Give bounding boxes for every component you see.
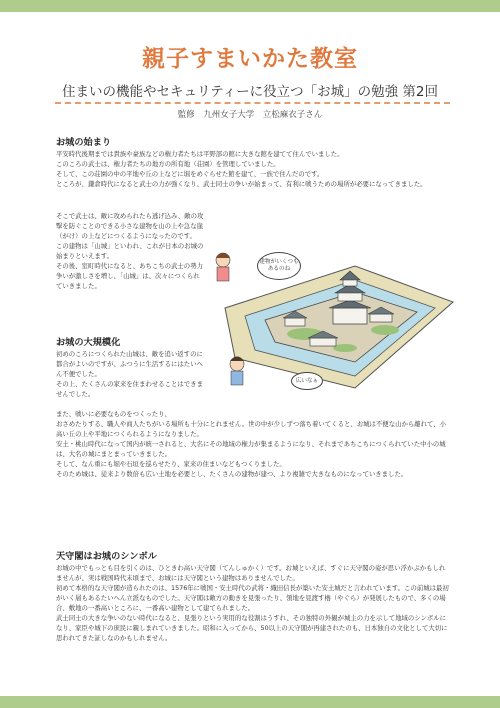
- paragraph: 武士同士の大きな争いのない時代になると、見張りという実用的な役割はうすれ、その独特の外観が城主の力を示して地域のシンボルになり、家臣や城下の庶民に親しまれていきました。昭和に入ってから、50以上の天守閣が再建されたのも、日本独自の文化として大切に思われてきた証しなのかもしれません。: [56, 614, 448, 642]
- section-keep-body: [56, 563, 451, 643]
- paragraph: 平安時代後期までは貴族や豪族などの権力者たちは平野部の館に大きな館を建てて住んでいました。: [56, 150, 344, 158]
- section-expansion-body: [56, 409, 451, 479]
- paragraph: その後、室町時代になると、あちこちの武士の勢力争いが激しさを増し、「山城」は、次々につくられていきました。: [56, 262, 203, 290]
- paragraph: そこで武士は、敵に攻められたら逃げ込み、敵の攻撃を防ぐことのできる小さな建物を山の上や急な崖（がけ）の上などにつくるようになったのです。: [56, 212, 204, 240]
- paragraph: また、戦いに必要なものをつくったり、: [56, 410, 171, 418]
- paragraph: そのため城は、従来より数倍も広い土地を必要とし、たくさんの建物が建つ、より複雑で大きなものになっていきました。: [56, 470, 408, 478]
- paragraph: このころの武士は、権力者たちの地方の所有地（荘園）を管理していました。: [56, 160, 280, 168]
- paragraph: お城の中でもっとも目を引くのは、ひときわ高い天守閣（てんしゅかく）です。お城といえば、すぐに天守閣の姿が思い浮かぶかもしれませんが、実は戦国時代末頃まで、お城には天守閣という建物はありませんでした。: [56, 564, 446, 582]
- paragraph: 初めて本格的な天守閣が造られたのは、1576年に戦国・安土時代の武将・織田信長が築いた安土城だと言われています。この前城は最初がいく層もあるたいへん立派なものでした。天守閣は敵方の動きを見張ったり、領地を見渡す櫓（やぐら）が発展したもので、多くの場合、敷地の一番高いところに、一番高い建物として建てられました。: [56, 584, 449, 612]
- section-origin-narrow-body: [56, 211, 204, 291]
- paragraph: 初めのころにつくられた山城は、敵を追い返すのに都合がよいのですが、ふつうに生活するにはたいへん不便でした。: [56, 350, 203, 378]
- section-origin-body: [56, 149, 451, 189]
- section-expansion-narrow-body: [56, 349, 204, 399]
- paragraph: この建物は「山城」といわれ、これが日本のお城の始まりといえます。: [56, 242, 204, 260]
- speech-bubble-bottom: 広いなぁ: [291, 372, 323, 390]
- paragraph: その上、たくさんの家来を住まわせることはできませんでした。: [56, 380, 203, 398]
- section-title-keep: 天守閣はお城のシンボル: [56, 551, 157, 562]
- paragraph: ところが、鎌倉時代になると武士の力が強くなり、武士同士の争いが始まって、有利に戦うための場所が必要になってきました。: [56, 180, 427, 188]
- castle-illustration: [205, 238, 457, 398]
- top-color-band: [0, 0, 500, 12]
- section-title-origin: お城の始まり: [56, 137, 112, 148]
- bottom-color-band: [0, 696, 500, 708]
- page-title: 親子すまいかた教室: [142, 46, 358, 72]
- speech-bubble-top: 建物がいくつもあるのね: [257, 252, 301, 280]
- castle-drawing: [205, 238, 457, 398]
- paragraph: おさめたりする、職人や商人たちがいる場所も十分にとれません。世の中が少しずつ落ち着いてくると、お城は不便な山から離れて、小高い丘の上や平地につくられるようになりました。: [56, 420, 447, 438]
- dashed-divider: [55, 102, 450, 104]
- section-title-expansion: お城の大規模化: [56, 337, 121, 348]
- supervisor-credit: 監修 九州女子大学 立松麻衣子さん: [177, 110, 323, 120]
- paragraph: 安土・桃山時代になって国内が統一されると、大名にその地域の権力が集まるようになり、それまであちこちにつくられていた中小の城は、大名の城にまとまっていきました。: [56, 440, 446, 458]
- paragraph: そして、この荘園の中の平地や丘の上などに堀をめぐらせた館を建て、一族で住んだのです。: [56, 170, 324, 178]
- paragraph: そして、なん重にも堀や石垣を巡らせたり、家来の住まいなどもつくりました。: [56, 460, 286, 468]
- page-subtitle: 住まいの機能やセキュリティーに役立つ「お城」の勉強 第2回: [61, 84, 439, 100]
